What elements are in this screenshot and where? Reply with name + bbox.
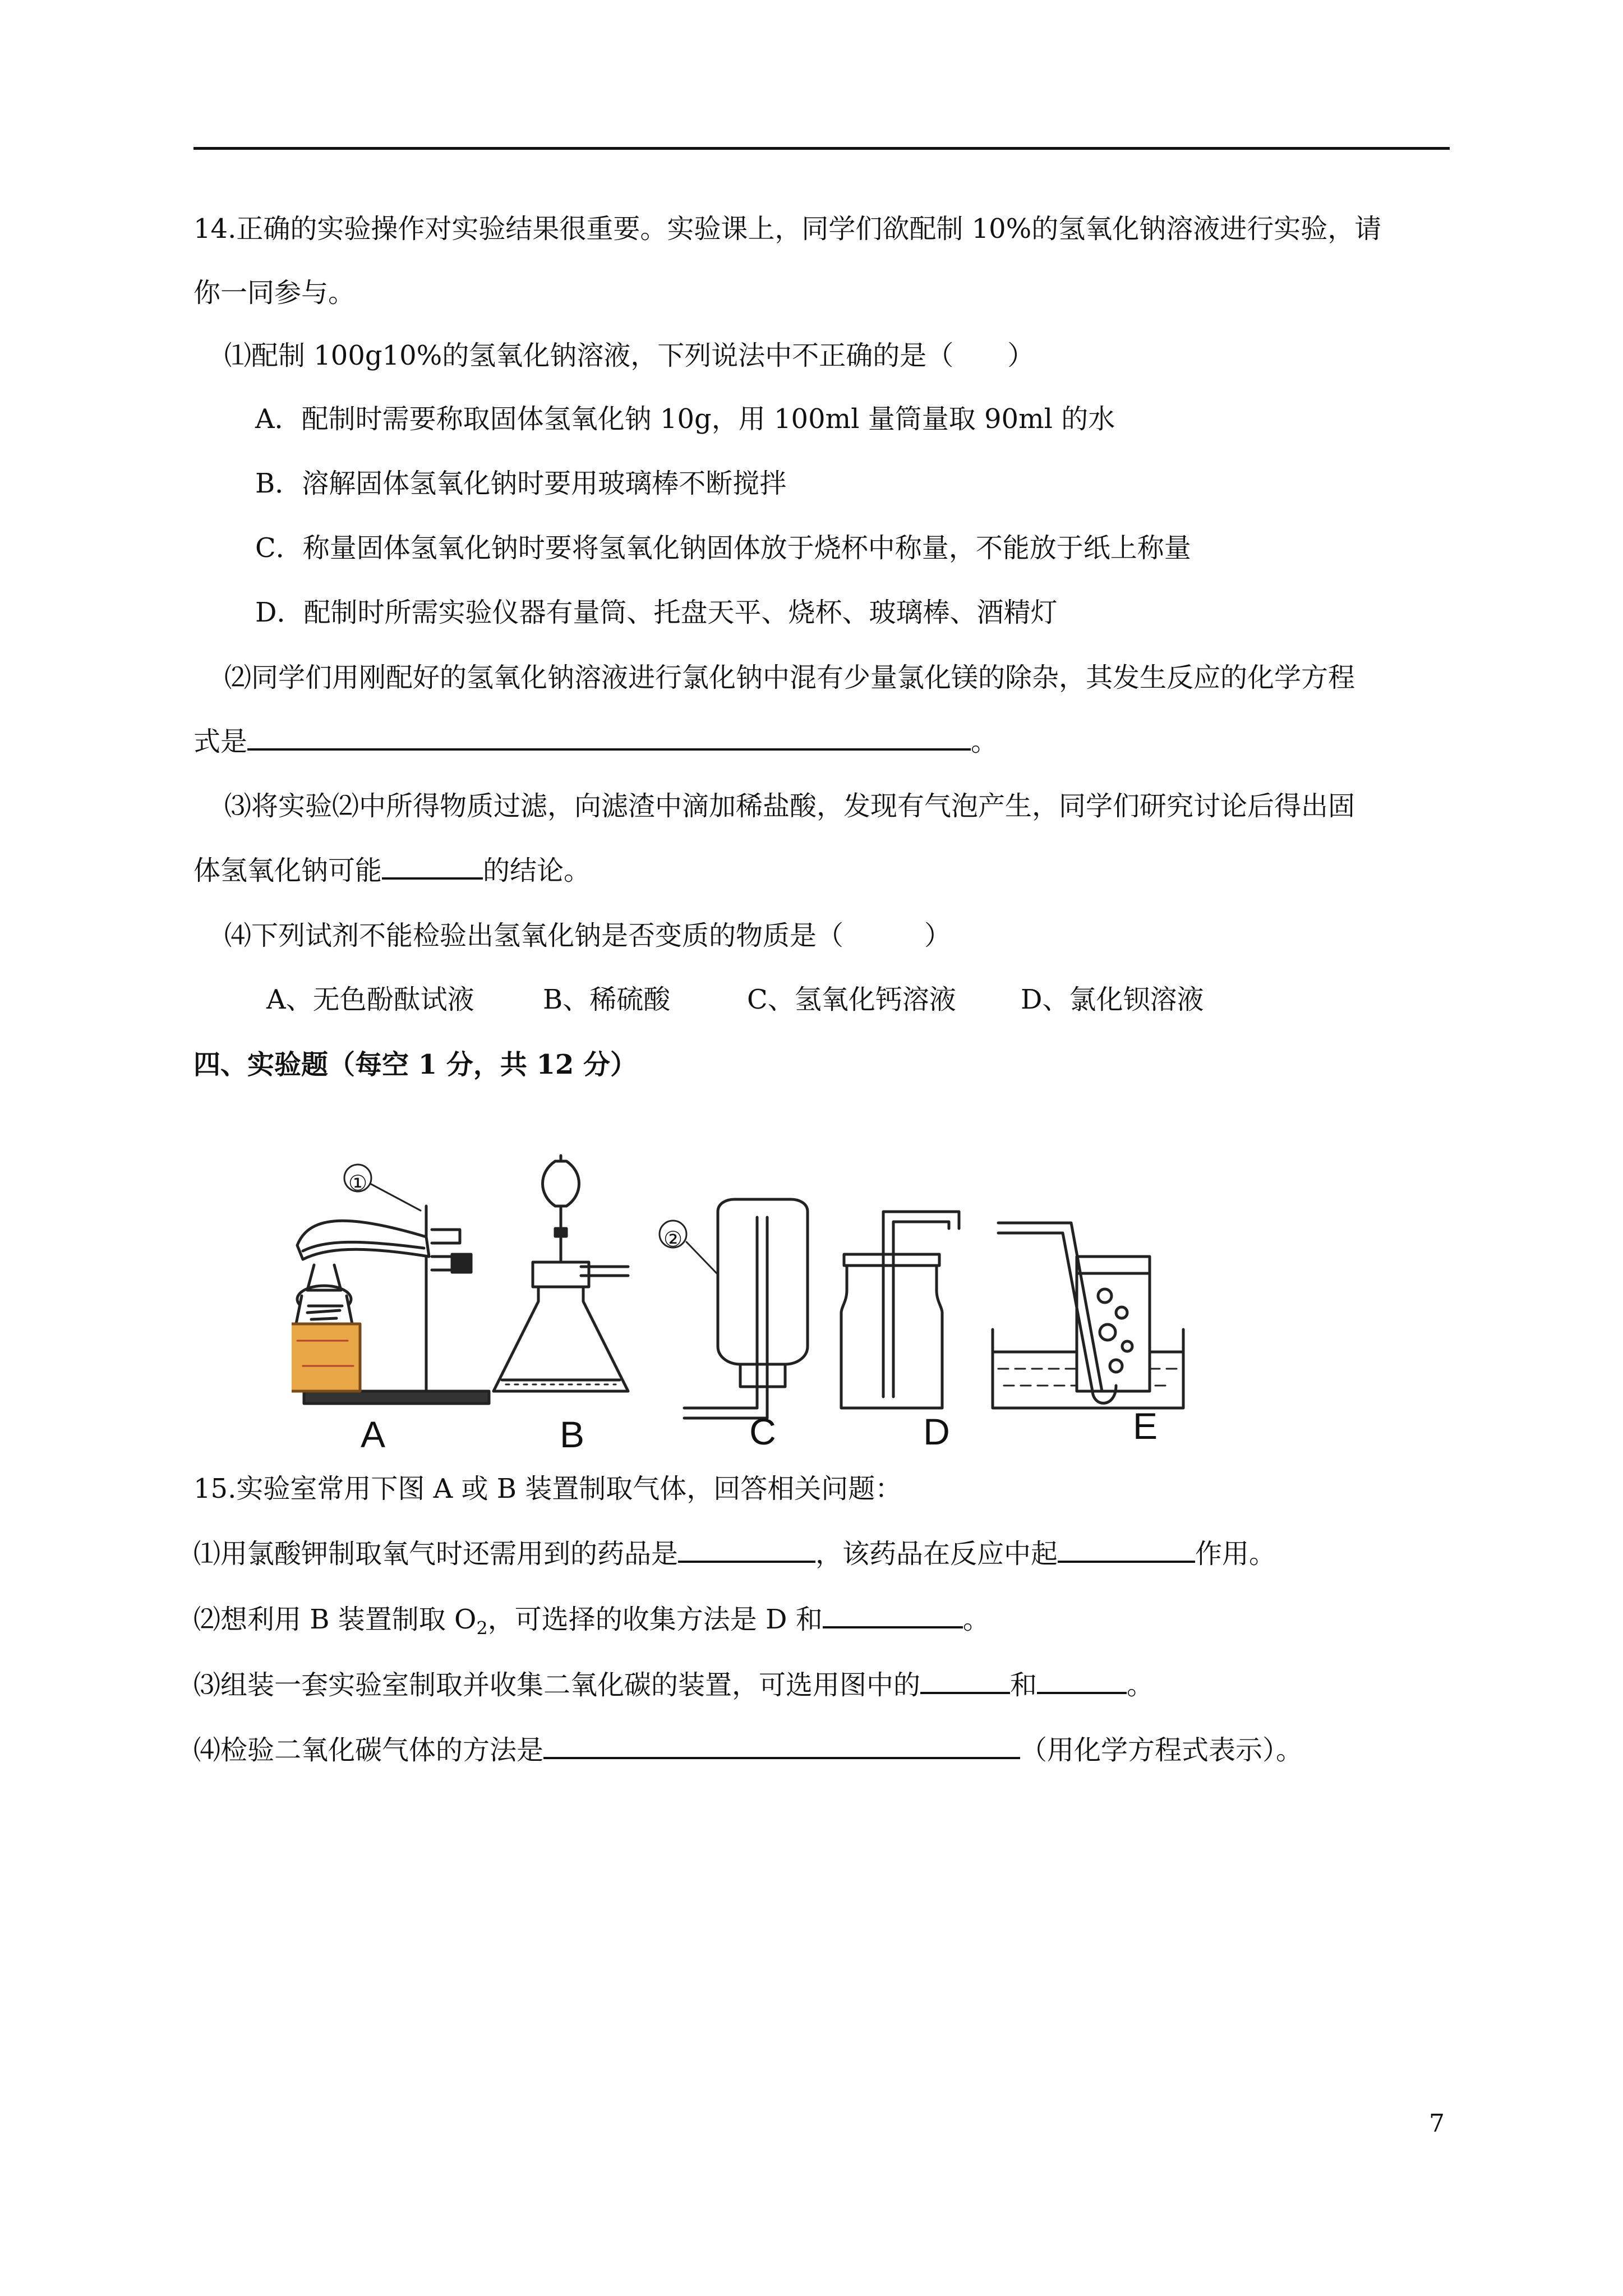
q15-sub4: [193, 1732, 1303, 1768]
q15-sub1-blank-1[interactable]: [678, 1536, 815, 1563]
q14-sub4-option-d: D、氯化钡溶液: [1021, 984, 1204, 1015]
q14-sub3-prefix: 体氢氧化钠可能: [193, 855, 382, 886]
q14-sub1-option-c: C．称量固体氢氧化钠时要将氢氧化钠固体放于烧杯中称量，不能放于纸上称量: [255, 532, 1191, 564]
q15-sub1-text-a: ⑴用氯酸钾制取氧气时还需用到的药品是: [193, 1538, 679, 1570]
q14-sub4-option-c: C、氢氧化钙溶液: [747, 984, 956, 1015]
q15-sub4-text-a: ⑷检验二氧化碳气体的方法是: [193, 1734, 544, 1766]
q14-sub3-suffix: 的结论。: [483, 855, 591, 886]
q14-sub1-option-b: B．溶解固体氢氧化钠时要用玻璃棒不断搅拌: [255, 468, 787, 499]
marker-2: ②: [663, 1228, 683, 1251]
q15-sub1-text-c: 作用。: [1195, 1538, 1276, 1570]
label-c: C: [749, 1411, 776, 1452]
q15-sub2-text-a: ⑵想利用 B 装置制取 O: [193, 1604, 477, 1635]
q14-sub3-line1: ⑶将实验⑵中所得物质过滤，向滤渣中滴加稀盐酸，发现有气泡产生，同学们研究讨论后得出固: [224, 790, 1355, 822]
apparatus-b-flask-funnel: [494, 1156, 628, 1391]
header-rule: [193, 147, 1450, 150]
q14-stem-line2: 你一同参与。: [193, 277, 356, 309]
q14-sub4-option-b: B、稀硫酸: [543, 984, 671, 1015]
q14-stem-line1: 14.正确的实验操作对实验结果很重要。实验课上，同学们欲配制 10%的氢氧化钠溶液进行实验，请: [193, 213, 1382, 245]
label-d: D: [923, 1411, 950, 1452]
section-4-heading: 四、实验题（每空 1 分，共 12 分）: [193, 1049, 638, 1080]
q15-sub4-blank[interactable]: [543, 1732, 1020, 1759]
q14-sub3-line2: [193, 853, 591, 889]
q15-sub2-blank[interactable]: [823, 1602, 963, 1628]
apparatus-c-inverted-bottle: [684, 1199, 808, 1418]
q14-sub2-suffix: 。: [971, 726, 998, 757]
q14-sub3-answer-blank[interactable]: [382, 853, 483, 880]
q15-sub3: [193, 1667, 1154, 1703]
apparatus-e-water-trough: [993, 1223, 1183, 1408]
q15-sub2: [193, 1602, 990, 1646]
q15-sub3-text-c: 。: [1127, 1669, 1154, 1701]
q14-sub4-question: ⑷下列试剂不能检验出氢氧化钠是否变质的物质是（ ）: [224, 920, 952, 951]
q15-sub3-text-a: ⑶组装一套实验室制取并收集二氧化碳的装置，可选用图中的: [193, 1669, 921, 1701]
label-b: B: [559, 1414, 585, 1455]
q15-sub1-text-b: ，该药品在反应中起: [815, 1538, 1058, 1570]
q15-sub2-subscript: 2: [476, 1617, 488, 1639]
q15-sub2-text-b: ，可选择的收集方法是 D 和: [487, 1604, 823, 1635]
q15-sub3-text-b: 和: [1010, 1669, 1038, 1701]
q15-sub4-text-b: （用化学方程式表示）。: [1020, 1734, 1303, 1766]
q14-sub1-option-d: D．配制时所需实验仪器有量筒、托盘天平、烧杯、玻璃棒、酒精灯: [255, 597, 1058, 628]
q14-sub1-option-a: A．配制时需要称取固体氢氧化钠 10g，用 100ml 量筒量取 90ml 的水: [255, 403, 1115, 435]
apparatus-d-gas-bottle: [841, 1212, 959, 1408]
q14-sub4-option-a: A、无色酚酞试液: [266, 984, 474, 1015]
q15-sub1: [193, 1536, 1276, 1572]
page-number: 7: [1429, 2109, 1445, 2138]
apparatus-a-heating-setup: [292, 1206, 489, 1404]
q14-sub1-question: ⑴配制 100g10%的氢氧化钠溶液，下列说法中不正确的是（ ）: [224, 340, 1035, 371]
q14-sub2-answer-blank[interactable]: [247, 724, 971, 751]
apparatus-figure: [292, 1144, 1290, 1458]
marker-1: ①: [348, 1172, 368, 1195]
q15-sub1-blank-2[interactable]: [1058, 1536, 1195, 1563]
q15-stem: 15.实验室常用下图 A 或 B 装置制取气体，回答相关问题：: [193, 1473, 902, 1504]
label-e: E: [1132, 1405, 1158, 1447]
q15-sub3-blank-2[interactable]: [1037, 1667, 1127, 1694]
q14-sub2-prefix: 式是: [193, 726, 248, 757]
label-a: A: [360, 1414, 386, 1455]
q14-sub2-line2: [193, 724, 998, 760]
q14-sub2-line1: ⑵同学们用刚配好的氢氧化钠溶液进行氯化钠中混有少量氯化镁的除杂，其发生反应的化学方程: [224, 662, 1355, 693]
q15-sub2-text-c: 。: [962, 1604, 990, 1635]
q15-sub3-blank-1[interactable]: [920, 1667, 1010, 1694]
